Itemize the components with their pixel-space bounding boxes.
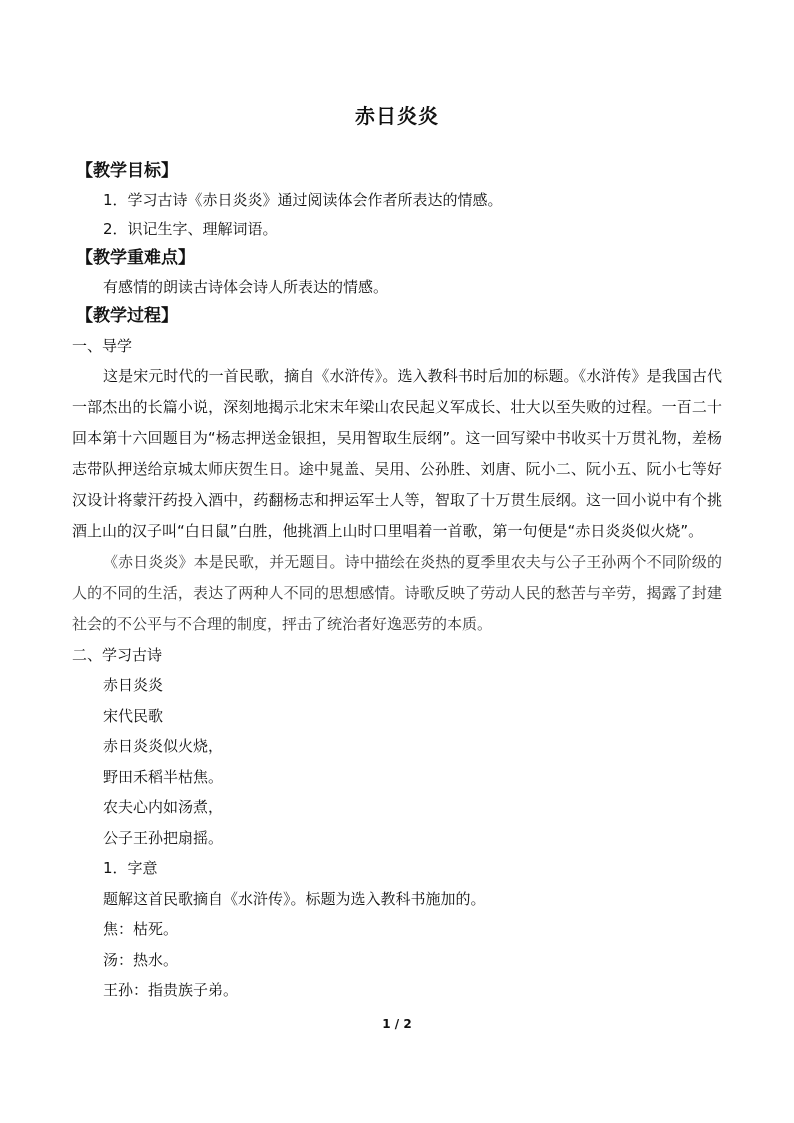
objective-item-2: 2．识记生字、理解词语。 (103, 220, 278, 238)
study-section-title: 二、学习古诗 (72, 646, 163, 664)
key-points-heading: 【教学重难点】 (76, 248, 195, 268)
intro-paragraph-2: 《赤日炎炎》本是民歌，并无题目。诗中描绘在炎热的夏季里农夫与公子王孙两个不同阶级的人的不同的生活，表达了两种人不同的思想感情。诗歌反映了劳动人民的愁苦与辛劳，揭露了封建社会的不公平与不合理的制度，抨击了统治者好逸恶劳的本质。 (72, 553, 722, 633)
intro-paragraph-1: 这是宋元时代的一首民歌，摘自《水浒传》。选入教科书时后加的标题。《水浒传》是我国古代一部杰出的长篇小说，深刻地揭示北宋末年梁山农民起义军成长、壮大以至失败的过程。一百二十回本第十六回题目为“杨志押送金银担，吴用智取生辰纲”。这一回写梁中书收买十万贯礼物，差杨志带队押送给京城太师庆贺生日。途中晁盖、吴用、公孙胜、刘唐、阮小二、阮小五、阮小七等好汉设计将蒙汗药投入酒中，药翻杨志和押运军士人等，智取了十万贯生辰纲。这一回小说中有个挑酒上山的汉子叫“白日鼠”白胜，他挑酒上山时口里唱着一首歌，第一句便是“赤日炎炎似火烧”。 (72, 367, 722, 540)
poem-author: 宋代民歌 (103, 706, 164, 725)
document-body (72, 157, 722, 1006)
objectives-heading: 【教学目标】 (76, 161, 178, 181)
poem-line-4: 公子王孙把扇摇。 (103, 828, 224, 847)
page-number: 1 / 2 (382, 1017, 412, 1031)
poem-title: 赤日炎炎 (103, 676, 164, 694)
objective-item-1: 1．学习古诗《赤日炎炎》通过阅读体会作者所表达的情感。 (103, 191, 503, 209)
note-item-4: 王孙：指贵族子弟。 (103, 981, 239, 999)
poem-line-3: 农夫心内如汤煮， (103, 798, 224, 816)
note-item-1: 题解这首民歌摘自《水浒传》。标题为选入教科书施加的。 (103, 889, 486, 908)
note-item-3: 汤：热水。 (103, 950, 179, 969)
note-item-2: 焦：枯死。 (103, 920, 179, 938)
word-meaning-subsection: 1．字意 (103, 859, 158, 877)
intro-section-title: 一、导学 (72, 337, 133, 355)
key-points-text: 有感情的朗读古诗体会诗人所表达的情感。 (103, 278, 389, 296)
poem-line-1: 赤日炎炎似火烧， (103, 737, 224, 755)
process-heading: 【教学过程】 (76, 306, 178, 326)
document-title: 赤日炎炎 (355, 104, 439, 128)
poem-line-2: 野田禾稻半枯焦。 (103, 767, 224, 786)
